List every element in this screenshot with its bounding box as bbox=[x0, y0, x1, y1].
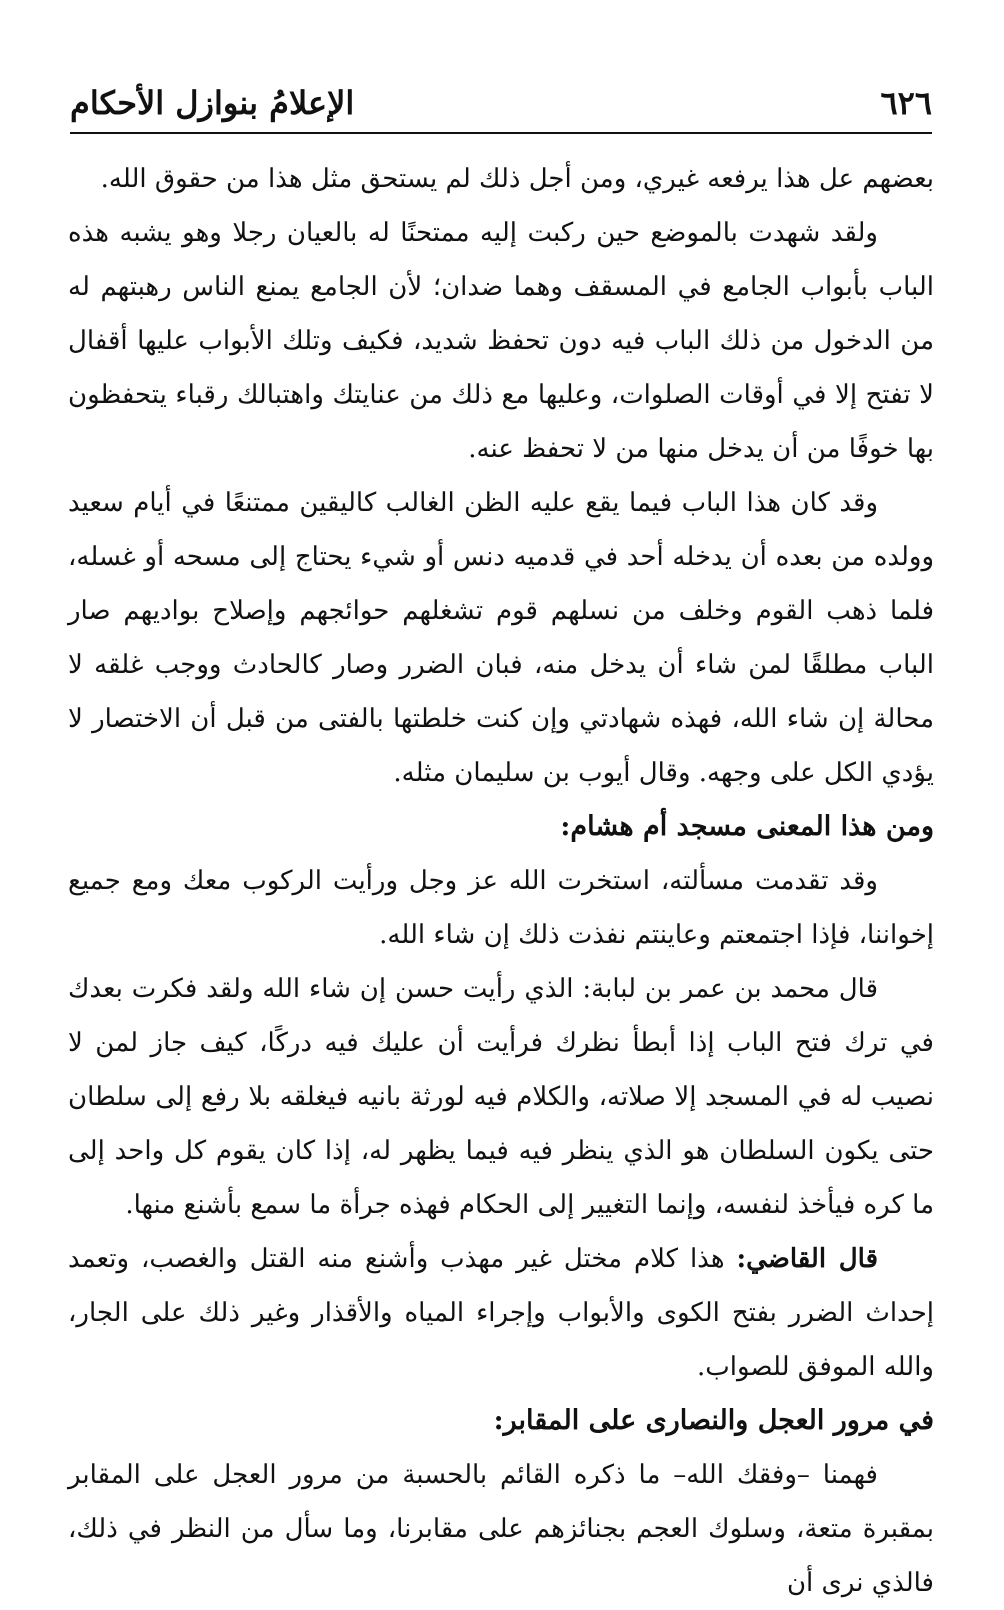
paragraph: قال محمد بن عمر بن لبابة: الذي رأيت حسن إن شاء الله ولقد فكرت بعدك في ترك فتح الباب إذا أبطأ نظرك فرأيت أن عليك فيه دركًا، كيف جاز لمن لا نصيب له في المسجد إلا صلاته، والكلام فيه لورثة بانيه فيغلقه بلا رفع إلى سلطان حتى يكون السلطان هو الذي ينظر فيه فيما يظهر له، إذا كان يقوم كل واحد إلى ما كره فيأخذ لنفسه، وإنما التغيير إلى الحكام فهذه جرأة ما سمع بأشنع منها. bbox=[68, 974, 934, 1220]
judge-lead-label: قال القاضي: bbox=[736, 1244, 879, 1274]
section-heading: في مرور العجل والنصارى على المقابر: bbox=[493, 1405, 934, 1436]
header-rule bbox=[70, 132, 932, 134]
paragraph: وقد تقدمت مسألته، استخرت الله عز وجل ورأيت الركوب معك ومع جميع إخواننا، فإذا اجتمعتم وعاينتم نفذت ذلك إن شاء الله. bbox=[68, 866, 934, 950]
page-number: ٦٢٦ bbox=[880, 84, 932, 122]
section-heading: ومن هذا المعنى مسجد أم هشام: bbox=[560, 811, 934, 842]
paragraph: ولقد شهدت بالموضع حين ركبت إليه ممتحنًا له بالعيان رجلا وهو يشبه هذه الباب بأبواب الجامع في المسقف وهما ضدان؛ لأن الجامع يمنع الناس رهبتهم له من الدخول من ذلك الباب فيه دون تحفظ شديد، فكيف وتلك الأبواب عليها أقفال لا تفتح إلا في أوقات الصلوات، وعليها مع ذلك من عنايتك واهتبالك رقباء يتحفظون بها خوفًا من أن يدخل منها من لا تحفظ عنه. bbox=[68, 218, 934, 464]
page-header bbox=[70, 78, 932, 134]
paragraph bbox=[68, 1232, 934, 1394]
paragraph-text: هذا كلام مختل غير مهذب وأشنع منه القتل والغصب، وتعمد إحداث الضرر بفتح الكوى والأبواب وإجراء المياه والأقذار وغير ذلك على الجار، والله الموفق للصواب. bbox=[68, 1244, 934, 1382]
paragraph: بعضهم عل هذا يرفعه غيري، ومن أجل ذلك لم يستحق مثل هذا من حقوق الله. bbox=[100, 164, 934, 194]
page-body bbox=[68, 152, 934, 1610]
paragraph: وقد كان هذا الباب فيما يقع عليه الظن الغالب كاليقين ممتنعًا في أيام سعيد وولده من بعده أن يدخله أحد في قدميه دنس أو شيء يحتاج إلى مسحه أو غسله، فلما ذهب القوم وخلف من نسلهم قوم تشغلهم حوائجهم وإصلاح بواديهم صار الباب مطلقًا لمن شاء أن يدخل منه، فبان الضرر وصار كالحادث ووجب غلقه لا محالة إن شاء الله، فهذه شهادتي وإن كنت خلطتها بالفتى من قبل أن الاختصار لا يؤدي الكل على وجهه. وقال أيوب بن سليمان مثله. bbox=[68, 488, 934, 788]
running-title: الإعلامُ بنوازل الأحكام bbox=[70, 84, 355, 122]
paragraph: فهمنا –وفقك الله– ما ذكره القائم بالحسبة من مرور العجل على المقابر بمقبرة متعة، وسلوك العجم بجنائزهم على مقابرنا، وما سأل من النظر في ذلك، فالذي نرى أن bbox=[68, 1460, 934, 1598]
